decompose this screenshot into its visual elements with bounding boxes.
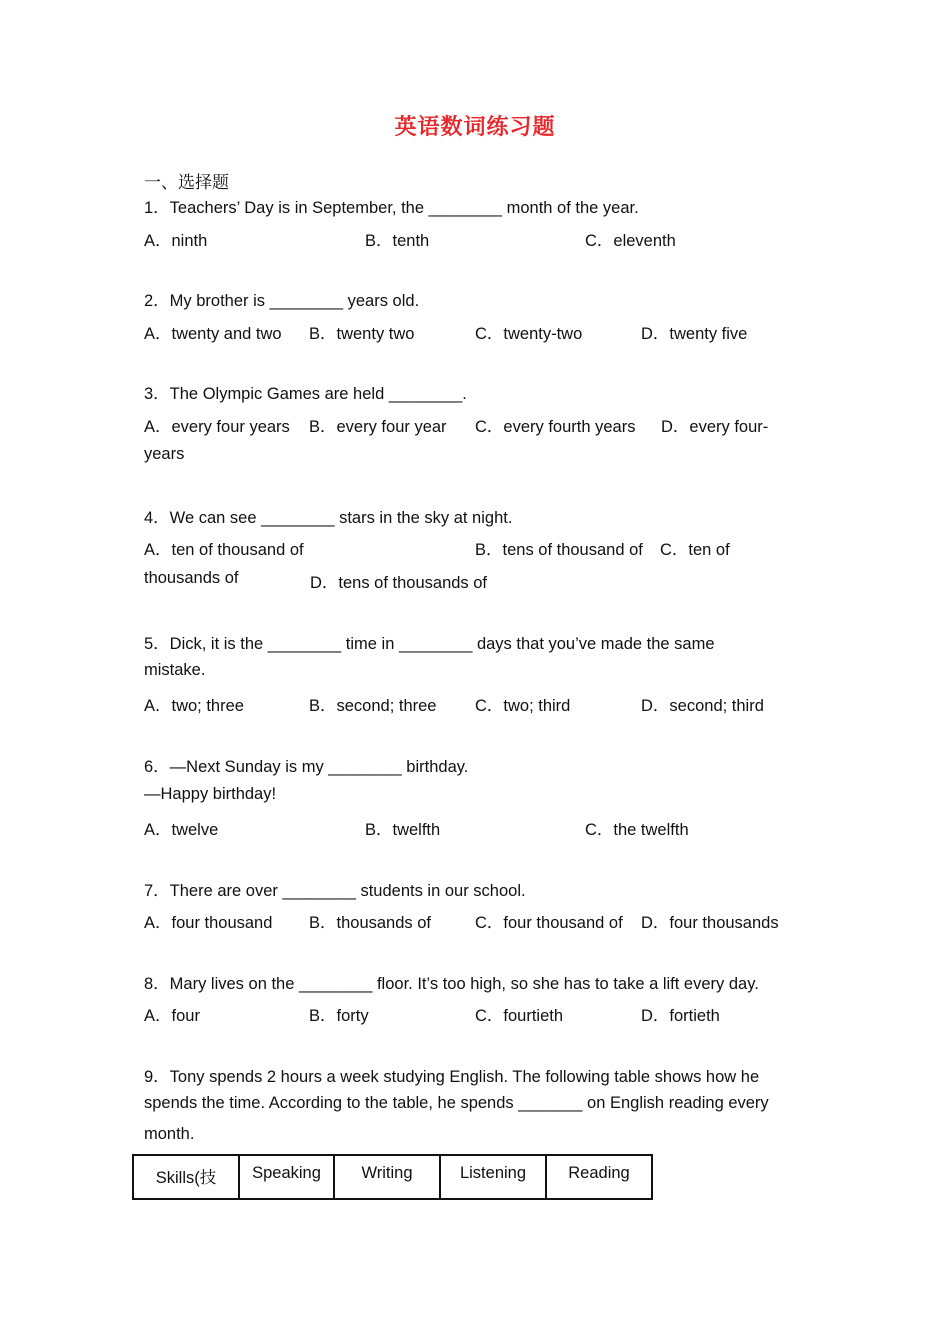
question-4-option-d: D．tens of thousands of (310, 574, 488, 592)
question-5-option-c: C．two; third (475, 697, 571, 715)
question-4-stem: 4．We can see ________ stars in the sky at night. (144, 509, 513, 527)
table-header-cell: Skills(技 (133, 1155, 239, 1199)
question-3-option-d: D．every four- (661, 418, 769, 436)
question-7-stem: 7．There are over ________ students in our school. (144, 882, 526, 900)
question-8-option-b: B．forty (309, 1007, 369, 1025)
question-2-option-d: D．twenty five (641, 325, 748, 343)
question-3-option-b: B．every four year (309, 418, 447, 436)
question-8-option-a: A．four (144, 1007, 200, 1025)
question-3-option-c: C．every fourth years (475, 418, 636, 436)
question-6-stem-continued: —Happy birthday! (144, 785, 277, 803)
table-header-cell: Writing (334, 1155, 440, 1199)
question-4-option-b: B．tens of thousand of (475, 541, 643, 559)
table-header-cell: Speaking (239, 1155, 334, 1199)
question-6-stem: 6．—Next Sunday is my ________ birthday. (144, 758, 469, 776)
question-8-option-c: C．fourtieth (475, 1007, 564, 1025)
question-5-option-a: A．two; three (144, 697, 244, 715)
question-6-option-a: A．twelve (144, 821, 219, 839)
question-2-option-b: B．twenty two (309, 325, 415, 343)
question-5-stem-continued: mistake. (144, 661, 206, 679)
skills-table (132, 1154, 653, 1200)
question-2-option-a: A．twenty and two (144, 325, 282, 343)
question-3-option-a: A．every four years (144, 418, 290, 436)
question-1-option-a: A．ninth (144, 232, 208, 250)
table-header-row (133, 1155, 652, 1199)
section-heading: 一、选择题 (144, 173, 229, 193)
question-5-stem: 5．Dick, it is the ________ time in ________ days that you’ve made the same (144, 635, 715, 653)
question-1-option-b: B．tenth (365, 232, 430, 250)
question-4-option-c-continued: thousands of (144, 569, 239, 587)
table-header-cell: Listening (440, 1155, 546, 1199)
question-6-option-c: C．the twelfth (585, 821, 689, 839)
table-header-cell: Reading (546, 1155, 652, 1199)
page-title: 英语数词练习题 (394, 115, 556, 140)
question-7-option-d: D．four thousands (641, 914, 779, 932)
question-1-option-c: C．eleventh (585, 232, 676, 250)
question-5-option-d: D．second; third (641, 697, 764, 715)
question-3-option-d-continued: years (144, 445, 185, 463)
question-6-option-b: B．twelfth (365, 821, 441, 839)
question-4-option-c: C．ten of (660, 541, 730, 559)
question-4-option-a: A．ten of thousand of (144, 541, 304, 559)
question-7-option-b: B．thousands of (309, 914, 431, 932)
question-8-stem: 8．Mary lives on the ________ floor. It’s too high, so she has to take a lift every day. (144, 975, 759, 993)
question-9-stem: 9．Tony spends 2 hours a week studying English. The following table shows how he (144, 1068, 760, 1086)
question-3-stem: 3．The Olympic Games are held ________. (144, 385, 467, 403)
question-1-stem: 1．Teachers’ Day is in September, the ________ month of the year. (144, 199, 639, 217)
question-5-option-b: B．second; three (309, 697, 437, 715)
question-7-option-c: C．four thousand of (475, 914, 623, 932)
question-2-stem: 2．My brother is ________ years old. (144, 292, 420, 310)
question-9-stem-line-3: month. (144, 1125, 195, 1143)
question-7-option-a: A．four thousand (144, 914, 273, 932)
question-9-stem-line-2: spends the time. According to the table, he spends _______ on English reading every (144, 1094, 769, 1112)
question-2-option-c: C．twenty-two (475, 325, 583, 343)
question-8-option-d: D．fortieth (641, 1007, 720, 1025)
